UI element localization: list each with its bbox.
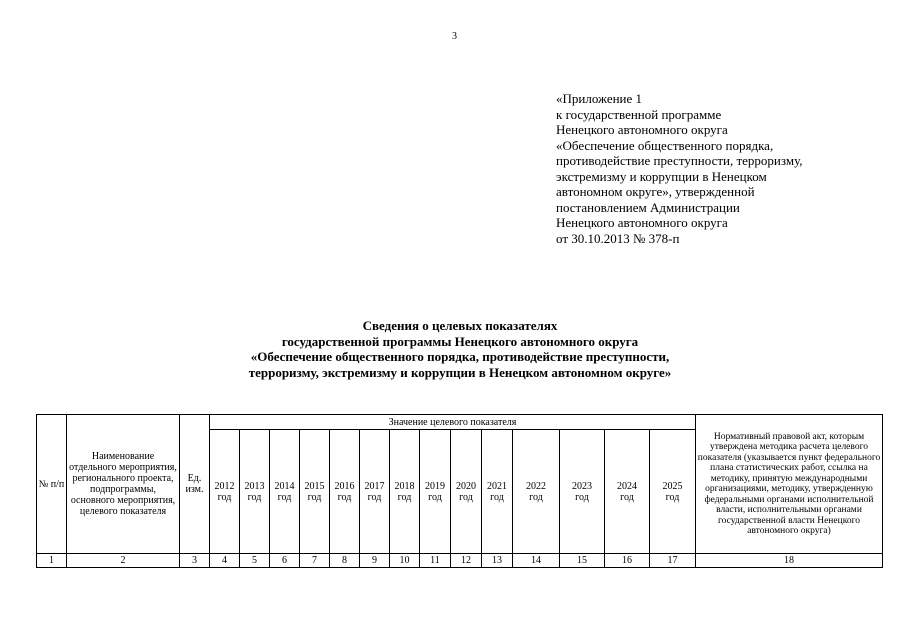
year-header: 2014 год xyxy=(270,430,300,554)
column-number: 3 xyxy=(180,554,210,568)
year-header: 2022 год xyxy=(513,430,560,554)
column-number: 13 xyxy=(482,554,513,568)
column-number: 8 xyxy=(330,554,360,568)
col-header-act: Нормативный правовой акт, которым утверждена методика расчета целевого показателя (указывается пункт федерального плана статистических работ, ссылка на методику, принятую международными организациями, методику, утвержденную федеральными органами исполнительной власти, исполнительными органами государственной власти Ненецкого автономного округа) xyxy=(696,415,883,554)
column-number: 11 xyxy=(420,554,451,568)
column-number: 9 xyxy=(360,554,390,568)
column-number: 4 xyxy=(210,554,240,568)
title-line: государственной программы Ненецкого автономного округа xyxy=(281,333,639,349)
year-header: 2015 год xyxy=(300,430,330,554)
col-header-name: Наименование отдельного мероприятия, регионального проекта, подпрограммы, основного мероприятия, целевого показателя xyxy=(67,415,180,554)
page-number: 3 xyxy=(452,31,457,42)
appendix-line: постановлением Администрации xyxy=(556,199,740,215)
indicators-table xyxy=(36,414,883,568)
column-number: 18 xyxy=(696,554,883,568)
appendix-line: автономном округе», утвержденной xyxy=(556,184,755,199)
appendix-line: противодействие преступности, терроризму, xyxy=(556,153,803,168)
col-header-unit: Ед. изм. xyxy=(180,415,210,554)
column-number: 10 xyxy=(390,554,420,568)
year-header: 2016 год xyxy=(330,430,360,554)
year-header: 2018 год xyxy=(390,430,420,554)
appendix-line: от 30.10.2013 № 378-п xyxy=(556,230,680,246)
column-number: 16 xyxy=(605,554,650,568)
appendix-line: «Приложение 1 xyxy=(556,91,643,106)
appendix-line: к государственной программе xyxy=(556,106,722,122)
column-number: 1 xyxy=(37,554,67,568)
column-number: 12 xyxy=(451,554,482,568)
column-number: 6 xyxy=(270,554,300,568)
appendix-line: экстремизму и коррупции в Ненецком xyxy=(556,168,767,184)
column-number-row xyxy=(37,554,883,568)
column-number: 14 xyxy=(513,554,560,568)
document-title xyxy=(150,318,770,380)
appendix-line: «Обеспечение общественного порядка, xyxy=(556,137,774,153)
col-header-value-group: Значение целевого показателя xyxy=(210,415,696,430)
title-line: «Обеспечение общественного порядка, противодействие преступности, xyxy=(250,349,670,364)
column-number: 15 xyxy=(560,554,605,568)
year-header: 2013 год xyxy=(240,430,270,554)
year-header: 2021 год xyxy=(482,430,513,554)
appendix-line: Ненецкого автономного округа xyxy=(556,122,728,137)
column-number: 5 xyxy=(240,554,270,568)
year-header: 2024 год xyxy=(605,430,650,554)
column-number: 17 xyxy=(650,554,696,568)
year-header: 2012 год xyxy=(210,430,240,554)
appendix-note xyxy=(556,91,886,246)
header-row xyxy=(37,415,883,430)
title-line: Сведения о целевых показателях xyxy=(362,318,558,333)
year-header: 2019 год xyxy=(420,430,451,554)
year-header: 2025 год xyxy=(650,430,696,554)
year-header: 2023 год xyxy=(560,430,605,554)
appendix-line: Ненецкого автономного округа xyxy=(556,215,728,230)
column-number: 2 xyxy=(67,554,180,568)
col-header-num: № п/п xyxy=(37,415,67,554)
title-line: терроризму, экстремизму и коррупции в Ненецком автономном округе» xyxy=(248,364,672,380)
column-number: 7 xyxy=(300,554,330,568)
year-header: 2020 год xyxy=(451,430,482,554)
year-header: 2017 год xyxy=(360,430,390,554)
